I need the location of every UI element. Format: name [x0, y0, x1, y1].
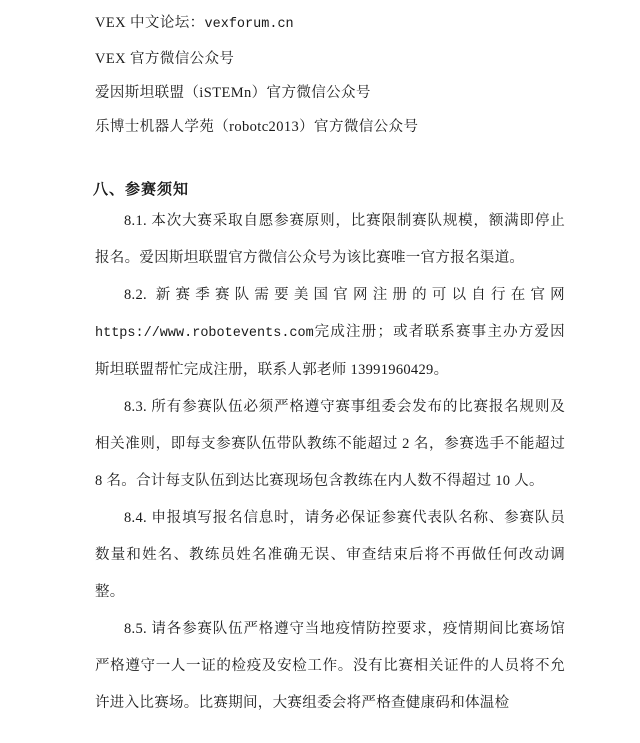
contact-label-2: 爱因斯坦联盟（iSTEMn）官方微信公众号 — [95, 85, 371, 101]
paragraph-8-3: 8.3. 所有参赛队伍必须严格遵守赛事组委会发布的比赛报名规则及相关准则，即每支参赛队伍带队教练不能超过 2 名，参赛选手不能超过 8 名。合计每支队伍到达比赛现场包含教练在内人数不得超过 10 人。 — [95, 399, 565, 489]
contact-list — [95, 6, 565, 144]
contact-label-0: VEX 中文论坛： — [95, 15, 205, 31]
section-heading: 八、参赛须知 — [93, 182, 190, 198]
paragraph-8-5: 8.5. 请各参赛队伍严格遵守当地疫情防控要求，疫情期间比赛场馆严格遵守一人一证的检疫及安检工作。没有比赛相关证件的人员将不允许进入比赛场。比赛期间，大赛组委会将严格查健康码和体温检 — [95, 621, 565, 711]
paragraph-8-2 — [95, 277, 565, 389]
list-item — [95, 42, 565, 76]
page-content — [95, 0, 565, 722]
contact-label-1: VEX 官方微信公众号 — [95, 51, 235, 67]
list-item — [95, 6, 565, 42]
list-item — [95, 76, 565, 110]
contact-label-3: 乐博士机器人学苑（robotc2013）官方微信公众号 — [95, 119, 419, 135]
paragraph-8-2-tail: 完成注册；或者联系赛事主办方爱因斯坦联盟帮忙完成注册，联系人郭老师 13991960429。 — [95, 324, 565, 378]
paragraph-8-4: 8.4. 申报填写报名信息时，请务必保证参赛代表队名称、参赛队员数量和姓名、教练员姓名准确无误、审查结束后将不再做任何改动调整。 — [95, 510, 565, 600]
paragraph-8-2-lead: 8.2. 新赛季赛队需要美国官网注册的可以自行在官网 — [124, 287, 565, 303]
contact-value-0: vexforum.cn — [204, 17, 294, 32]
robotevents-url: https://www.robotevents.com — [95, 326, 314, 341]
paragraph-8-1: 8.1. 本次大赛采取自愿参赛原则，比赛限制赛队规模，额满即停止报名。爱因斯坦联盟官方微信公众号为该比赛唯一官方报名渠道。 — [95, 213, 565, 266]
list-item — [95, 110, 565, 144]
